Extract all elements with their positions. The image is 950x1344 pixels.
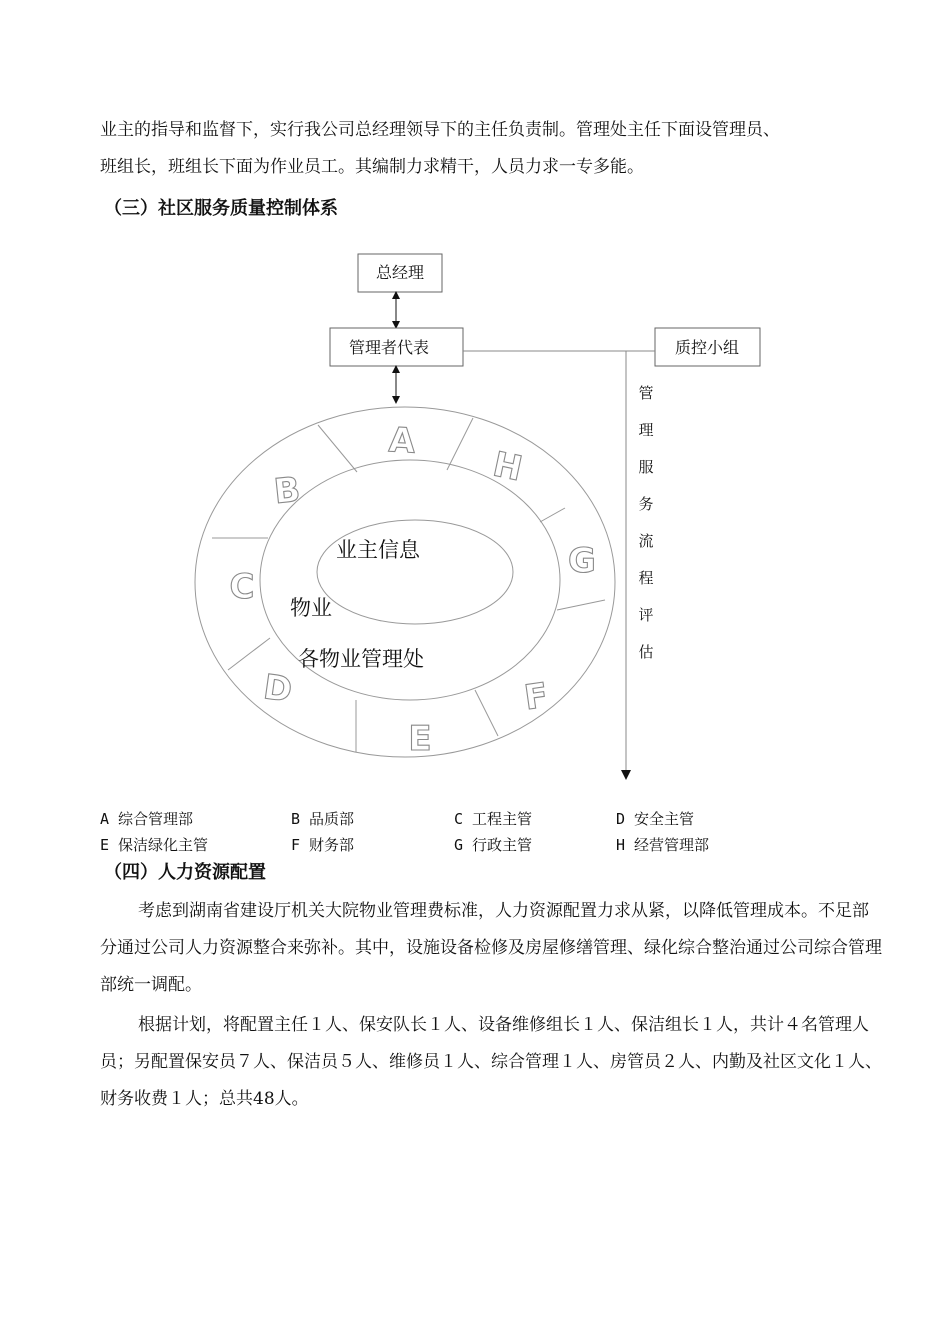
legend-item-h: H 经营管理部 bbox=[616, 836, 710, 854]
legend-item-d: D 安全主管 bbox=[616, 810, 695, 828]
vertical-char: 估 bbox=[638, 643, 654, 661]
ring-letter-g: G bbox=[568, 541, 596, 581]
vertical-char: 评 bbox=[638, 606, 654, 624]
legend-row bbox=[100, 832, 860, 858]
ring-letter-a: A bbox=[387, 420, 417, 462]
legend-item-a: A 综合管理部 bbox=[100, 810, 194, 828]
each-office-text: 各物业管理处 bbox=[298, 647, 424, 671]
section-4-heading: （四）人力资源配置 bbox=[104, 862, 266, 883]
flow-evaluation-label bbox=[638, 384, 653, 661]
management-rep-box bbox=[330, 328, 463, 366]
section-3-heading: （三）社区服务质量控制体系 bbox=[104, 198, 338, 219]
legend-item-c: C 工程主管 bbox=[454, 810, 533, 828]
ring-divider bbox=[475, 690, 498, 736]
hr-paragraph-2: 根据计划，将配置主任１人、保安队长１人、设备维修组长１人、保洁组长１人，共计４名管理人员；另配置保安员７人、保洁员５人、维修员１人、综合管理１人、房管员２人、内勤及社区文化１人、财务收费１人；总共48人。 bbox=[100, 1015, 882, 1109]
department-ring bbox=[195, 407, 615, 759]
flow-arrowhead bbox=[621, 770, 631, 780]
ring-letter-h: H bbox=[489, 444, 526, 490]
inner-ellipse bbox=[317, 520, 513, 624]
legend-item-g: G 行政主管 bbox=[454, 836, 533, 854]
owner-info-text: 业主信息 bbox=[336, 538, 420, 562]
vertical-char: 服 bbox=[638, 458, 654, 476]
ring-divider bbox=[557, 600, 605, 610]
legend-item-f: F 财务部 bbox=[291, 836, 355, 854]
ring-divider bbox=[318, 425, 357, 472]
department-legend bbox=[100, 806, 860, 858]
ring-letter-e: E bbox=[408, 719, 432, 759]
hr-paragraph-1: 考虑到湖南省建设厅机关大院物业管理费标准，人力资源配置力求从紧，以降低管理成本。不足部分通过公司人力资源整合来弥补。其中，设施设备检修及房屋修缮管理、绿化综合整治通过公司综合管理部统一调配。 bbox=[100, 901, 882, 995]
legend-row bbox=[100, 806, 860, 832]
quality-control-diagram bbox=[0, 240, 950, 800]
legend-item-b: B 品质部 bbox=[291, 810, 355, 828]
qc-group-label: 质控小组 bbox=[674, 338, 740, 357]
general-manager-label: 总经理 bbox=[375, 263, 425, 282]
ring-divider bbox=[228, 638, 270, 670]
vertical-char: 务 bbox=[638, 495, 654, 513]
vertical-char: 程 bbox=[638, 569, 654, 587]
ring-letter-c: C bbox=[229, 567, 255, 607]
ring-divider bbox=[540, 508, 565, 522]
property-partial-text: 物业 bbox=[290, 596, 332, 620]
vertical-char: 理 bbox=[638, 421, 654, 439]
legend-item-e: E 保洁绿化主管 bbox=[100, 836, 209, 854]
intro-line-1: 业主的指导和监督下，实行我公司总经理领导下的主任负责制。管理处主任下面设管理员、 bbox=[100, 120, 780, 140]
ring-letter-f: F bbox=[521, 675, 551, 719]
vertical-char: 流 bbox=[638, 532, 654, 550]
qc-group-box bbox=[655, 328, 760, 366]
ring-letter-d: D bbox=[260, 667, 295, 711]
management-rep-label: 管理者代表 bbox=[348, 338, 430, 357]
general-manager-box bbox=[358, 254, 442, 292]
intro-line-2: 班组长，班组长下面为作业员工。其编制力求精干，人员力求一专多能。 bbox=[100, 157, 644, 177]
ring-divider bbox=[447, 418, 473, 470]
vertical-char: 管 bbox=[638, 384, 654, 402]
ring-letter-b: B bbox=[272, 469, 303, 513]
